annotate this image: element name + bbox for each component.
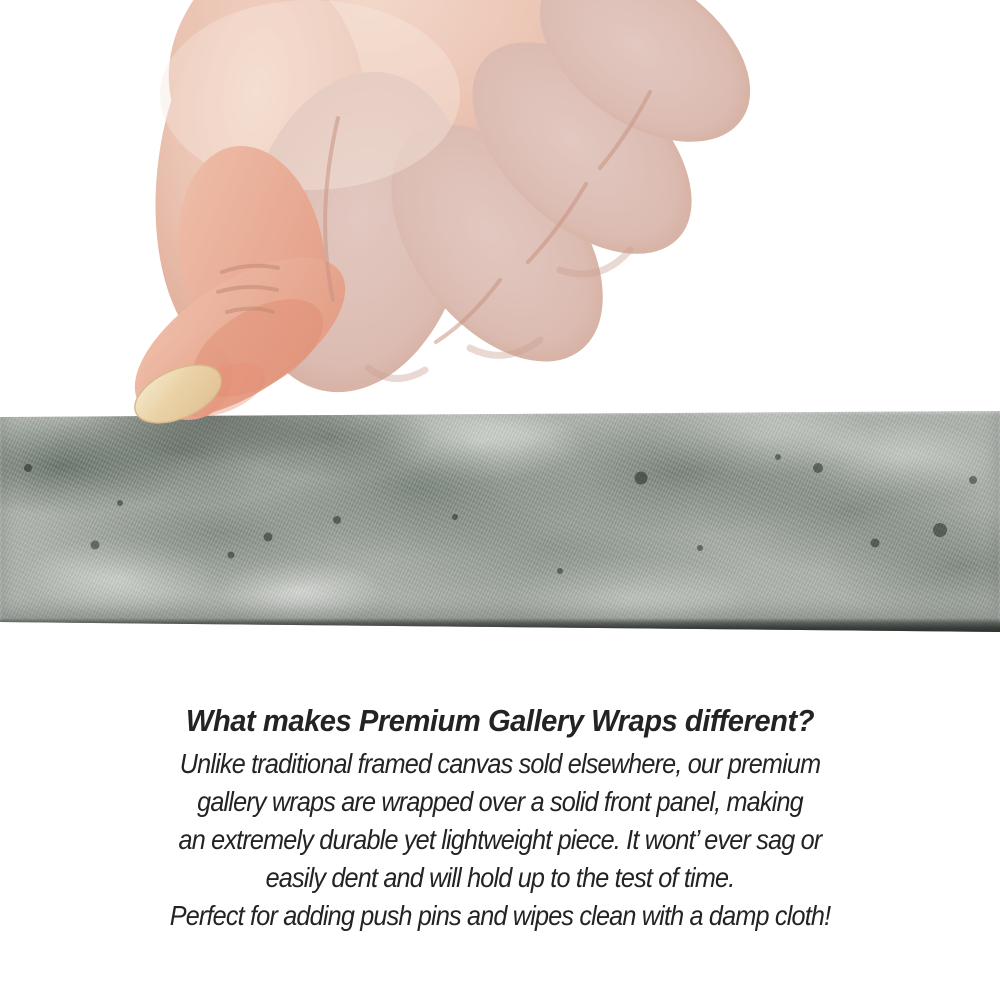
body-line-5: Perfect for adding push pins and wipes clean with a damp cloth!	[169, 900, 831, 931]
headline: What makes Premium Gallery Wraps different?	[185, 703, 815, 738]
body-line-4: easily dent and will hold up to the test of time.	[265, 862, 735, 893]
body-line-1: Unlike traditional framed canvas sold elsewhere, our premium	[179, 748, 821, 779]
canvas-bottom-edge	[0, 618, 1000, 632]
body-line-2: gallery wraps are wrapped over a solid front panel, making	[197, 786, 803, 817]
canvas-edge-strip	[0, 411, 1000, 632]
body-line-3: an extremely durable yet lightweight piece. It wont’ ever sag or	[178, 824, 822, 855]
hand-photo	[0, 0, 1000, 432]
marketing-copy	[0, 701, 1000, 935]
